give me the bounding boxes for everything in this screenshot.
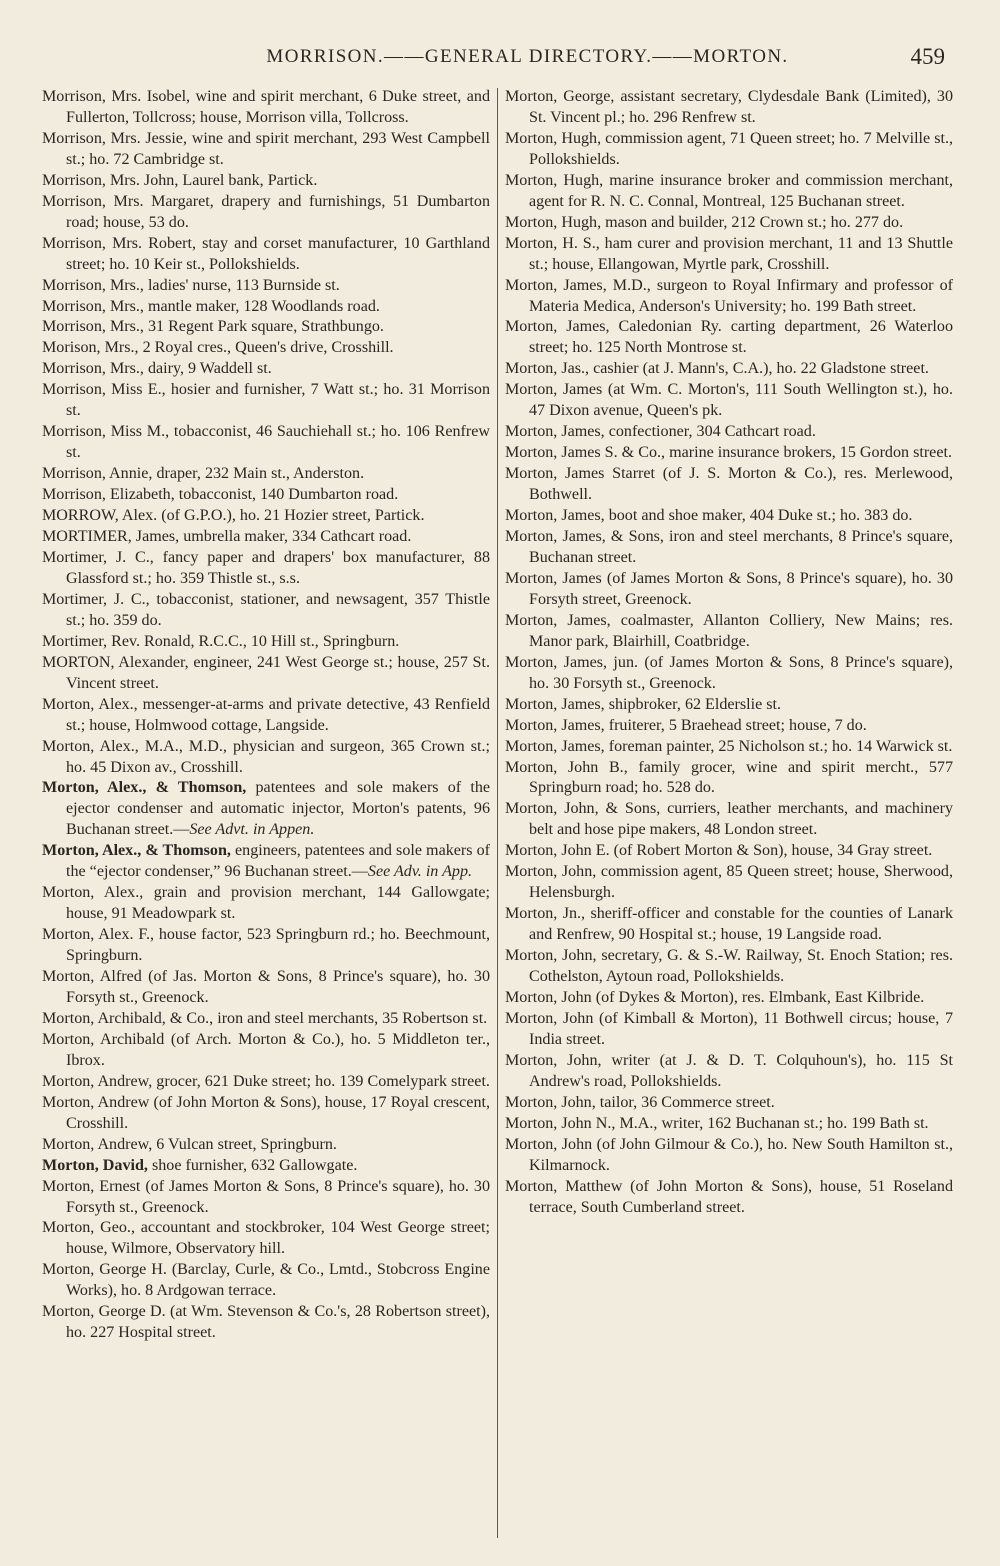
entry-text: Morton, Jn., sheriff-officer and constable for the counties of Lanark and Renfrew, 90 Hospital st.; house, 19 Langside road.	[505, 905, 953, 944]
entry-text: Morton, George H. (Barclay, Curle, & Co., Lmtd., Stobcross Engine Works), ho. 8 Ardgowan terrace.	[42, 1261, 490, 1300]
directory-entry	[42, 1093, 490, 1135]
entry-text: Morton, John B., family grocer, wine and spirit mercht., 577 Springburn road; ho. 528 do.	[505, 758, 953, 797]
entry-text: Morton, Jas., cashier (at J. Mann's, C.A.), ho. 22 Gladstone street.	[505, 360, 929, 378]
entry-text: Morton, James, foreman painter, 25 Nicholson st.; ho. 14 Warwick st.	[505, 737, 953, 755]
entry-name-bold: Morton, Alex., & Thomson,	[42, 842, 231, 860]
entry-text: MORTIMER, James, umbrella maker, 334 Cathcart road.	[42, 528, 412, 546]
entry-name-bold: Morton, Alex., & Thomson,	[42, 779, 247, 797]
entry-text: Morton, James, & Sons, iron and steel merchants, 8 Prince's square, Buchanan street.	[505, 528, 953, 566]
entry-text: Morrison, Mrs. John, Laurel bank, Partick.	[42, 171, 318, 189]
directory-entry	[505, 716, 953, 737]
entry-text: MORROW, Alex. (of G.P.O.), ho. 21 Hozier street, Partick.	[42, 507, 425, 525]
directory-entry	[42, 87, 490, 129]
entry-advert-note: See Adv. in App.	[367, 863, 473, 881]
directory-entry	[42, 925, 490, 967]
entry-text: Morton, Hugh, mason and builder, 212 Crown st.; ho. 277 do.	[505, 213, 904, 231]
directory-entry	[42, 1072, 490, 1093]
directory-entry	[42, 590, 490, 632]
entry-text: Morton, Andrew, 6 Vulcan street, Springburn.	[42, 1135, 337, 1153]
directory-entry	[505, 422, 953, 443]
entry-text: Morton, John (of Dykes & Morton), res. Elmbank, East Kilbride.	[505, 988, 925, 1006]
directory-entry	[505, 569, 953, 611]
entry-text: Morrison, Elizabeth, tobacconist, 140 Dumbarton road.	[42, 486, 399, 504]
entry-name-bold: Morton, David,	[42, 1156, 148, 1174]
entry-text: MORTON, Alexander, engineer, 241 West George st.; house, 257 St. Vincent street.	[42, 653, 490, 692]
directory-entry	[505, 276, 953, 318]
entry-text: Morton, Archibald, & Co., iron and steel merchants, 35 Robertson st.	[42, 1009, 488, 1027]
page-number: 459	[910, 44, 945, 69]
entry-text: Morton, Alfred (of Jas. Morton & Sons, 8 Prince's square), ho. 30 Forsyth st., Greenock.	[42, 968, 490, 1006]
entry-text: Morton, Hugh, commission agent, 71 Queen street; ho. 7 Melville st., Pollokshields.	[505, 129, 953, 168]
entry-text: Morrison, Mrs. Jessie, wine and spirit merchant, 293 West Campbell st.; ho. 72 Cambridge st.	[42, 129, 490, 168]
entry-text: Morton, John, secretary, G. & S.-W. Railway, St. Enoch Station; res. Cothelston, Aytoun road, Pollokshields.	[505, 947, 953, 986]
directory-entry	[505, 527, 953, 569]
directory-entry	[42, 695, 490, 737]
entry-text: engineers, patentees and sole makers of the “ejector condenser,” 96 Buchanan street.—	[66, 842, 490, 881]
entry-text: Morton, John (of John Gilmour & Co.), ho. New South Hamilton st., Kilmarnock.	[505, 1135, 953, 1174]
entry-text: Morton, John, commission agent, 85 Queen street; house, Sherwood, Helensburgh.	[505, 863, 953, 902]
directory-entry	[505, 1093, 953, 1114]
entry-text: Morton, James S. & Co., marine insurance brokers, 15 Gordon street.	[505, 444, 952, 462]
directory-entry	[42, 129, 490, 171]
entry-text: Morton, James, shipbroker, 62 Elderslie st.	[505, 695, 782, 713]
entry-text: Morton, James (of James Morton & Sons, 8 Prince's square), ho. 30 Forsyth street, Greenock.	[505, 569, 953, 608]
entry-text: Morrison, Mrs. Isobel, wine and spirit merchant, 6 Duke street, and Fullerton, Tollcross; house, Morrison villa, Tollcross.	[42, 88, 490, 126]
directory-entry	[42, 276, 490, 297]
entry-text: Morton, James (at Wm. C. Morton's, 111 South Wellington st.), ho. 47 Dixon avenue, Queen's pk.	[505, 381, 953, 420]
directory-entry	[505, 1177, 953, 1219]
directory-entry	[505, 862, 953, 904]
directory-entry	[42, 653, 490, 695]
directory-entry	[42, 422, 490, 464]
right-column	[505, 87, 953, 1547]
directory-entry	[42, 464, 490, 485]
entry-text: Morton, Archibald (of Arch. Morton & Co.), ho. 5 Middleton ter., Ibrox.	[42, 1030, 490, 1069]
entry-advert-note: See Advt. in Appen.	[189, 821, 315, 839]
entry-text: Morton, James, boot and shoe maker, 404 Duke st.; ho. 383 do.	[505, 507, 913, 525]
directory-entry	[42, 297, 490, 318]
entry-text: Morton, Alex. F., house factor, 523 Springburn rd.; ho. Beechmount, Springburn.	[42, 926, 490, 965]
directory-entry	[42, 1218, 490, 1260]
directory-entry	[42, 527, 490, 548]
entry-text: Morison, Mrs., 2 Royal cres., Queen's drive, Crosshill.	[42, 339, 394, 357]
directory-entry	[42, 1135, 490, 1156]
directory-entry	[505, 1114, 953, 1135]
directory-entry	[42, 192, 490, 234]
entry-text: Morrison, Mrs., dairy, 9 Waddell st.	[42, 360, 272, 378]
directory-entry	[42, 234, 490, 276]
entry-text: Morton, Matthew (of John Morton & Sons), house, 51 Roseland terrace, South Cumberland street.	[505, 1177, 953, 1216]
entry-text: Morton, Ernest (of James Morton & Sons, 8 Prince's square), ho. 30 Forsyth st., Greenock.	[42, 1177, 490, 1216]
entry-text: Mortimer, J. C., tobacconist, stationer, and newsagent, 357 Thistle st.; ho. 359 do.	[42, 590, 490, 629]
entry-text: Morrison, Annie, draper, 232 Main st., Anderston.	[42, 465, 365, 483]
entry-text: Morton, John, writer (at J. & D. T. Colquhoun's), ho. 115 St Andrew's road, Pollokshields.	[505, 1051, 953, 1090]
entry-text: Morrison, Miss E., hosier and furnisher, 7 Watt st.; ho. 31 Morrison st.	[42, 381, 490, 420]
directory-entry	[505, 946, 953, 988]
entry-text: Morton, H. S., ham curer and provision merchant, 11 and 13 Shuttle st.; house, Ellangowan, Myrtle park, Crosshill.	[505, 234, 953, 273]
directory-entry	[42, 778, 490, 841]
directory-entry	[505, 171, 953, 213]
directory-entry	[42, 1030, 490, 1072]
directory-entry	[505, 799, 953, 841]
directory-entry	[42, 548, 490, 590]
directory-entry	[42, 967, 490, 1009]
entry-text: Morton, James, confectioner, 304 Cathcart road.	[505, 423, 816, 441]
entry-text: Morton, John E. (of Robert Morton & Son), house, 34 Gray street.	[505, 842, 933, 860]
directory-entry	[42, 1009, 490, 1030]
directory-entry	[505, 1009, 953, 1051]
directory-entry	[42, 737, 490, 779]
directory-entry	[42, 171, 490, 192]
directory-entry	[42, 883, 490, 925]
directory-entry	[505, 129, 953, 171]
directory-entry	[42, 1260, 490, 1302]
entry-text: Morton, Alex., M.A., M.D., physician and surgeon, 365 Crown st.; ho. 45 Dixon av., Crosshill.	[42, 737, 490, 776]
directory-entry	[505, 359, 953, 380]
directory-entry	[42, 1302, 490, 1344]
entry-text: shoe furnisher, 632 Gallowgate.	[147, 1156, 358, 1174]
directory-entry	[505, 841, 953, 862]
directory-entry	[42, 380, 490, 422]
entry-text: Morrison, Mrs. Robert, stay and corset manufacturer, 10 Garthland street; ho. 10 Keir st., Pollokshields.	[42, 234, 490, 273]
entry-text: Morton, Alex., messenger-at-arms and private detective, 43 Renfield st.; house, Holmwood cottage, Langside.	[42, 695, 490, 734]
directory-entry	[505, 234, 953, 276]
directory-entry	[505, 464, 953, 506]
running-title: MORRISON.——GENERAL DIRECTORY.——MORTON.	[266, 46, 789, 67]
running-head	[40, 44, 945, 74]
entry-text: Morton, James, coalmaster, Allanton Colliery, New Mains; res. Manor park, Blairhill, Coatbridge.	[505, 611, 953, 650]
directory-entry	[42, 317, 490, 338]
entry-text: Morton, Hugh, marine insurance broker and commission merchant, agent for R. N. C. Connal, Montreal, 125 Buchanan street.	[505, 171, 953, 210]
entry-text: Morton, Alex., grain and provision merchant, 144 Gallowgate; house, 91 Meadowpark st.	[42, 884, 490, 923]
entry-text: Morton, George D. (at Wm. Stevenson & Co.'s, 28 Robertson street), ho. 227 Hospital street.	[42, 1303, 490, 1342]
entry-text: Morton, Andrew (of John Morton & Sons), house, 17 Royal crescent, Crosshill.	[42, 1093, 490, 1132]
directory-entry	[42, 506, 490, 527]
entry-text: Morton, James Starret (of J. S. Morton & Co.), res. Merlewood, Bothwell.	[505, 465, 953, 504]
entry-text: Morton, Geo., accountant and stockbroker, 104 West George street; house, Wilmore, Observatory hill.	[42, 1219, 490, 1258]
directory-entry	[42, 1156, 490, 1177]
entry-text: Morton, John (of Kimball & Morton), 11 Bothwell circus; house, 7 India street.	[505, 1009, 953, 1048]
entry-text: Morton, James, Caledonian Ry. carting department, 26 Waterloo street; ho. 125 North Montrose st.	[505, 318, 953, 357]
directory-entry	[42, 632, 490, 653]
left-column	[42, 87, 490, 1547]
entry-text: Morton, John, tailor, 36 Commerce street.	[505, 1093, 775, 1111]
directory-entry	[505, 904, 953, 946]
directory-entry	[505, 988, 953, 1009]
directory-entry	[505, 1051, 953, 1093]
column-divider	[497, 88, 498, 1538]
directory-entry	[505, 506, 953, 527]
directory-entry	[42, 359, 490, 380]
entry-text: Morton, James, jun. (of James Morton & Sons, 8 Prince's square), ho. 30 Forsyth st., Greenock.	[505, 653, 953, 692]
directory-entry	[505, 443, 953, 464]
directory-entry	[505, 737, 953, 758]
entry-text: Morton, James, fruiterer, 5 Braehead street; house, 7 do.	[505, 716, 867, 734]
directory-entry	[505, 317, 953, 359]
directory-entry	[505, 695, 953, 716]
entry-text: Morrison, Mrs. Margaret, drapery and furnishings, 51 Dumbarton road; house, 53 do.	[42, 192, 490, 231]
entry-text: Morton, Andrew, grocer, 621 Duke street; ho. 139 Comelypark street.	[42, 1072, 490, 1090]
entry-text: Morrison, Mrs., 31 Regent Park square, Strathbungo.	[42, 318, 384, 336]
entry-text: Morrison, Mrs., mantle maker, 128 Woodlands road.	[42, 297, 380, 315]
directory-entry	[505, 1135, 953, 1177]
directory-entry	[505, 758, 953, 800]
entry-text: Morton, John, & Sons, curriers, leather merchants, and machinery belt and hose pipe makers, 48 London street.	[505, 800, 953, 839]
entry-text: Mortimer, Rev. Ronald, R.C.C., 10 Hill st., Springburn.	[42, 632, 400, 650]
entry-text: patentees and sole makers of the ejector condenser and automatic injector, Morton's patents, 96 Buchanan street.—	[66, 779, 490, 839]
entry-text: Morton, John N., M.A., writer, 162 Buchanan st.; ho. 199 Bath st.	[505, 1114, 929, 1132]
directory-entry	[505, 611, 953, 653]
directory-entry	[42, 1177, 490, 1219]
directory-entry	[505, 213, 953, 234]
directory-entry	[42, 841, 490, 883]
directory-entry	[505, 653, 953, 695]
entry-text: Mortimer, J. C., fancy paper and drapers' box manufacturer, 88 Glassford st.; ho. 359 Thistle st., s.s.	[42, 548, 490, 587]
directory-entry	[505, 380, 953, 422]
directory-entry	[42, 338, 490, 359]
entry-text: Morton, James, M.D., surgeon to Royal Infirmary and professor of Materia Medica, Anderson's University; ho. 199 Bath street.	[505, 276, 953, 315]
directory-entry	[42, 485, 490, 506]
entry-text: Morrison, Miss M., tobacconist, 46 Sauchiehall st.; ho. 106 Renfrew st.	[42, 423, 490, 462]
directory-entry	[505, 87, 953, 129]
entry-text: Morrison, Mrs., ladies' nurse, 113 Burnside st.	[42, 276, 340, 294]
entry-text: Morton, George, assistant secretary, Clydesdale Bank (Limited), 30 St. Vincent pl.; ho. 296 Renfrew st.	[505, 88, 953, 126]
